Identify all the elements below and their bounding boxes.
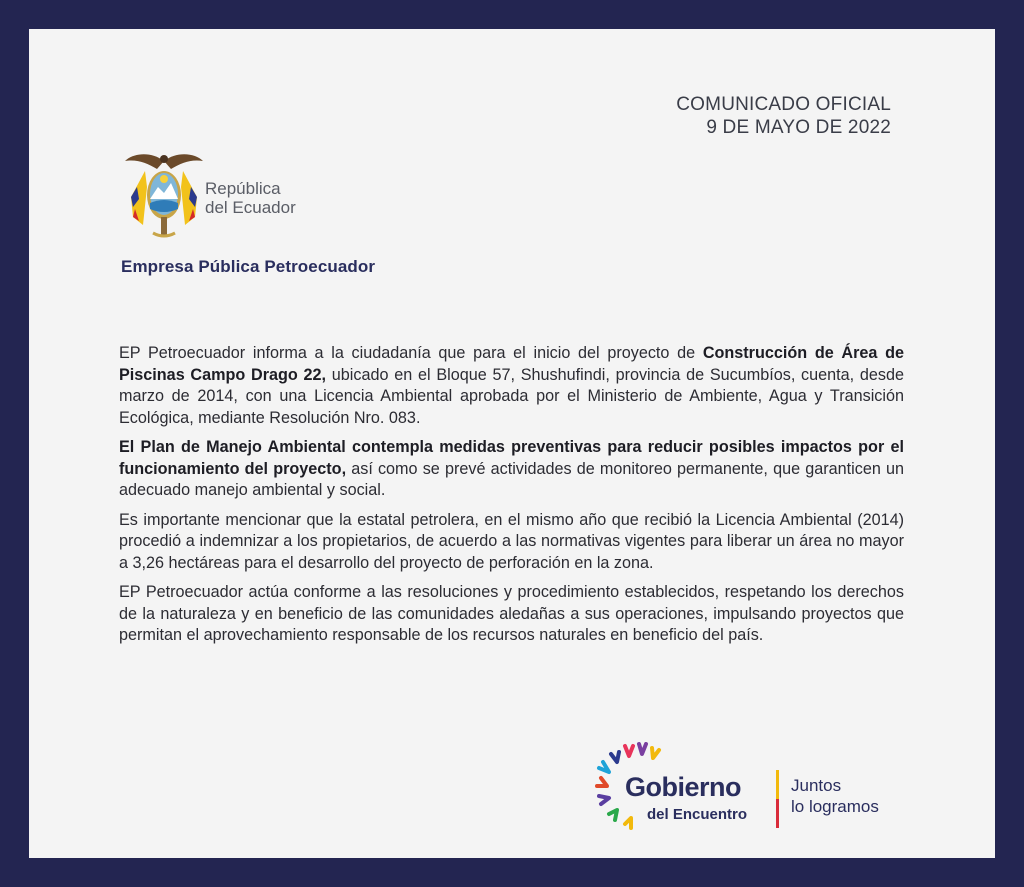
paragraph-1	[119, 343, 904, 429]
paragraph-1-bold: Construcción de Área de Piscinas Campo Drago 22,	[119, 344, 904, 384]
republic-line-2: del Ecuador	[205, 198, 296, 217]
gobierno-subtitle: del Encuentro	[647, 806, 748, 823]
company-name: Empresa Pública Petroecuador	[121, 257, 376, 276]
gobierno-word: Gobierno	[625, 772, 741, 802]
gobierno-logo	[595, 742, 925, 832]
paragraph-1-text-a: EP Petroecuador informa a la ciudadanía que para el inicio del proyecto de	[119, 344, 703, 362]
republic-line-1: República	[205, 179, 281, 198]
republic-label	[205, 179, 296, 217]
slogan-line-2: lo logramos	[791, 797, 879, 816]
slogan-line-1: Juntos	[791, 776, 842, 795]
paragraph-3: Es importante mencionar que la estatal petrolera, en el mismo año que recibió la Licencia Ambiental (2014) procedió a indemnizar a los propietarios, de acuerdo a las normativas vigentes para liberar un área no mayor a 3,26 hectáreas para el desarrollo del proyecto de perforación en la zona.	[119, 510, 904, 572]
coat-of-arms-icon	[123, 147, 205, 239]
logo-divider	[776, 770, 779, 828]
header-block	[676, 93, 891, 139]
comunicado-title: COMUNICADO OFICIAL	[676, 94, 891, 115]
paragraph-1-text-b: ubicado en el Bloque 57, Shushufindi, provincia de Sucumbíos, cuenta, desde marzo de 2014, con una Licencia Ambiental aprobada por el Ministerio de Ambiente, Agua y Transición Ecológica, mediante Resolución Nro. 083.	[119, 365, 904, 427]
paragraph-4: EP Petroecuador actúa conforme a las resoluciones y procedimiento establecidos, respetando los derechos de la naturaleza y en beneficio de las comunidades aledañas a sus operaciones, impulsando proyectos que permitan el aprovechamiento responsable de los recursos naturales en beneficio del país.	[119, 583, 904, 644]
slogan	[791, 775, 879, 817]
paragraph-2-text: así como se prevé actividades de monitoreo permanente, que garanticen un adecuado manejo ambiental y social.	[119, 459, 904, 499]
document-sheet	[29, 29, 995, 858]
communique-body	[119, 343, 904, 655]
paragraph-2-bold: El Plan de Manejo Ambiental contempla medidas preventivas para reducir posibles impactos por el funcionamiento del proyecto,	[119, 438, 904, 478]
paragraph-2	[119, 437, 904, 502]
comunicado-date: 9 DE MAYO DE 2022	[706, 117, 891, 138]
